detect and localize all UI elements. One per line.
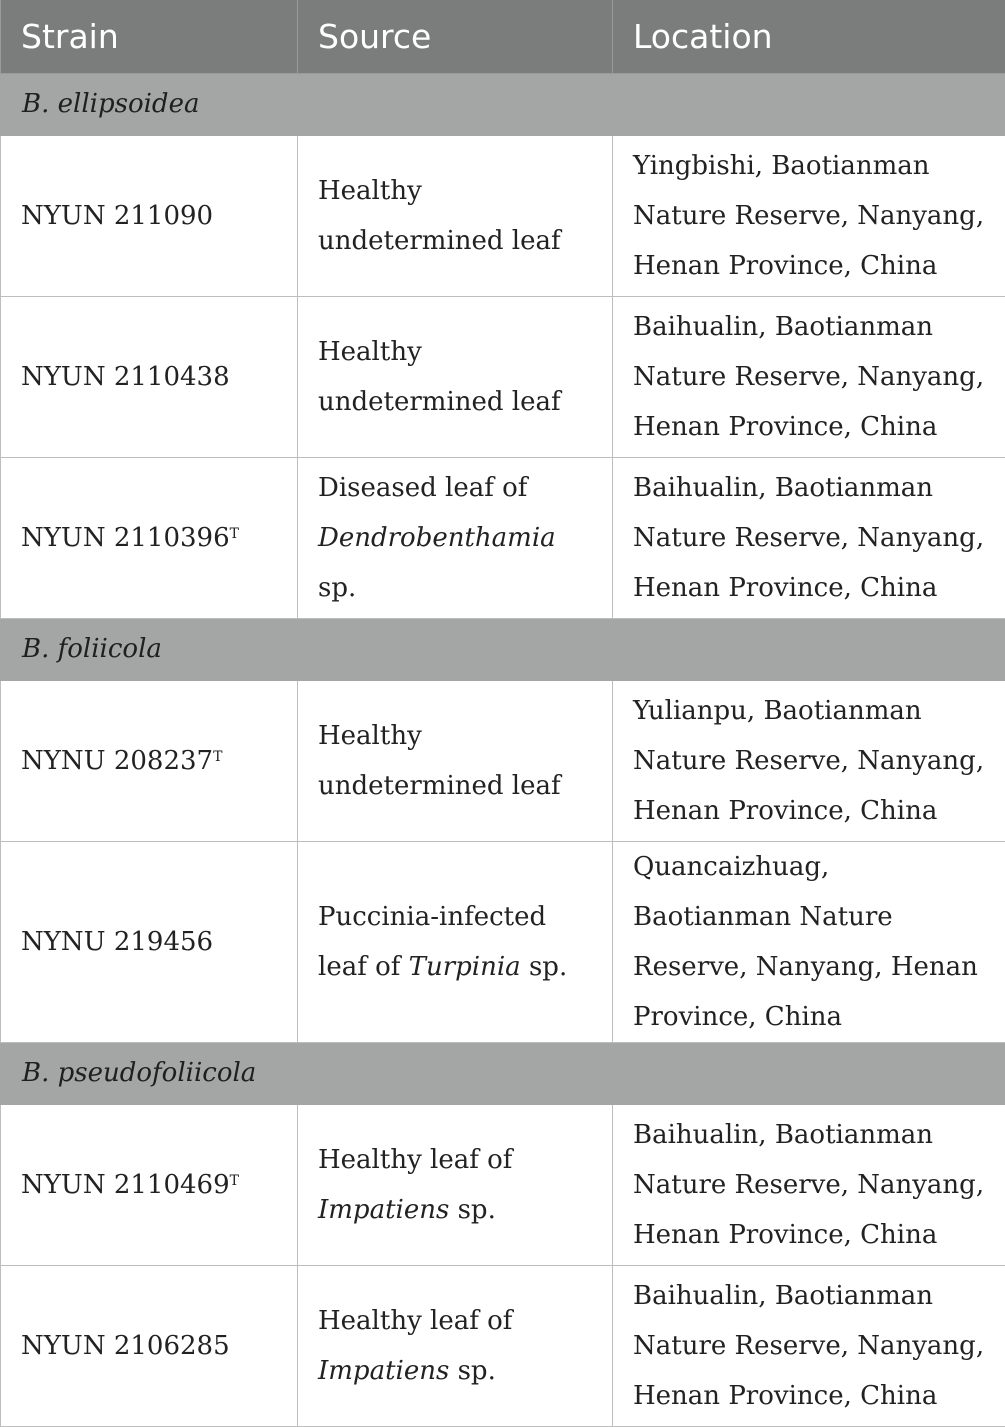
- host-genus: Turpinia: [409, 952, 521, 982]
- strain-id: NYUN 2106285: [21, 1331, 230, 1361]
- strain-id: NYUN 2110469: [21, 1170, 230, 1200]
- location-cell: Baihualin, Baotianman Nature Reserve, Nanyang, Henan Province, China: [613, 1265, 1005, 1426]
- strain-cell: [1, 135, 298, 296]
- header-location: Location: [613, 0, 1005, 73]
- source-text: Diseased leaf of: [318, 473, 527, 503]
- strain-id: NYUN 211090: [21, 201, 213, 231]
- table-row: [1, 457, 1005, 618]
- location-cell: Baihualin, Baotianman Nature Reserve, Nanyang, Henan Province, China: [613, 457, 1005, 618]
- location-cell: Baihualin, Baotianman Nature Reserve, Nanyang, Henan Province, China: [613, 1104, 1005, 1265]
- strain-id: NYNU 208237: [21, 746, 213, 776]
- location-cell: Yulianpu, Baotianman Nature Reserve, Nanyang, Henan Province, China: [613, 680, 1005, 841]
- source-suffix: sp.: [318, 573, 356, 603]
- source-suffix: sp.: [529, 952, 567, 982]
- location-cell: Baihualin, Baotianman Nature Reserve, Nanyang, Henan Province, China: [613, 296, 1005, 457]
- group-row-ellipsoidea: [1, 73, 1005, 135]
- group-label: B. pseudofoliicola: [1, 1042, 1005, 1104]
- strain-id: NYUN 2110438: [21, 362, 230, 392]
- source-cell: [298, 680, 613, 841]
- source-text: Puccinia-infected leaf of: [318, 902, 546, 982]
- source-text: Healthy undetermined leaf: [318, 337, 561, 417]
- header-strain: Strain: [1, 0, 298, 73]
- host-genus: Dendrobenthamia: [318, 523, 556, 553]
- type-marker: T: [230, 1173, 239, 1189]
- strain-cell: [1, 680, 298, 841]
- group-row-pseudofoliicola: [1, 1042, 1005, 1104]
- strain-cell: [1, 457, 298, 618]
- strain-id: NYNU 219456: [21, 927, 213, 957]
- location-cell: Quancaizhuag, Baotianman Nature Reserve, Nanyang, Henan Province, China: [613, 841, 1005, 1042]
- source-cell: [298, 457, 613, 618]
- type-marker: T: [213, 749, 222, 765]
- source-text: Healthy undetermined leaf: [318, 176, 561, 256]
- strain-cell: [1, 841, 298, 1042]
- header-row: [1, 0, 1005, 73]
- header-source: Source: [298, 0, 613, 73]
- host-genus: Impatiens: [318, 1356, 449, 1386]
- strain-id: NYUN 2110396: [21, 523, 230, 553]
- host-genus: Impatiens: [318, 1195, 449, 1225]
- strain-cell: [1, 296, 298, 457]
- group-label: B. ellipsoidea: [1, 73, 1005, 135]
- source-cell: [298, 296, 613, 457]
- source-cell: [298, 135, 613, 296]
- table-row: [1, 841, 1005, 1042]
- strain-cell: [1, 1104, 298, 1265]
- table-row: [1, 1104, 1005, 1265]
- table-row: [1, 680, 1005, 841]
- source-text: Healthy leaf of: [318, 1145, 512, 1175]
- source-suffix: sp.: [458, 1195, 496, 1225]
- source-cell: [298, 841, 613, 1042]
- source-text: Healthy undetermined leaf: [318, 721, 561, 801]
- group-row-foliicola: [1, 618, 1005, 680]
- source-cell: [298, 1104, 613, 1265]
- location-cell: Yingbishi, Baotianman Nature Reserve, Nanyang, Henan Province, China: [613, 135, 1005, 296]
- table-row: [1, 296, 1005, 457]
- group-label: B. foliicola: [1, 618, 1005, 680]
- source-suffix: sp.: [458, 1356, 496, 1386]
- table-row: [1, 135, 1005, 296]
- type-marker: T: [230, 526, 239, 542]
- source-text: Healthy leaf of: [318, 1306, 512, 1336]
